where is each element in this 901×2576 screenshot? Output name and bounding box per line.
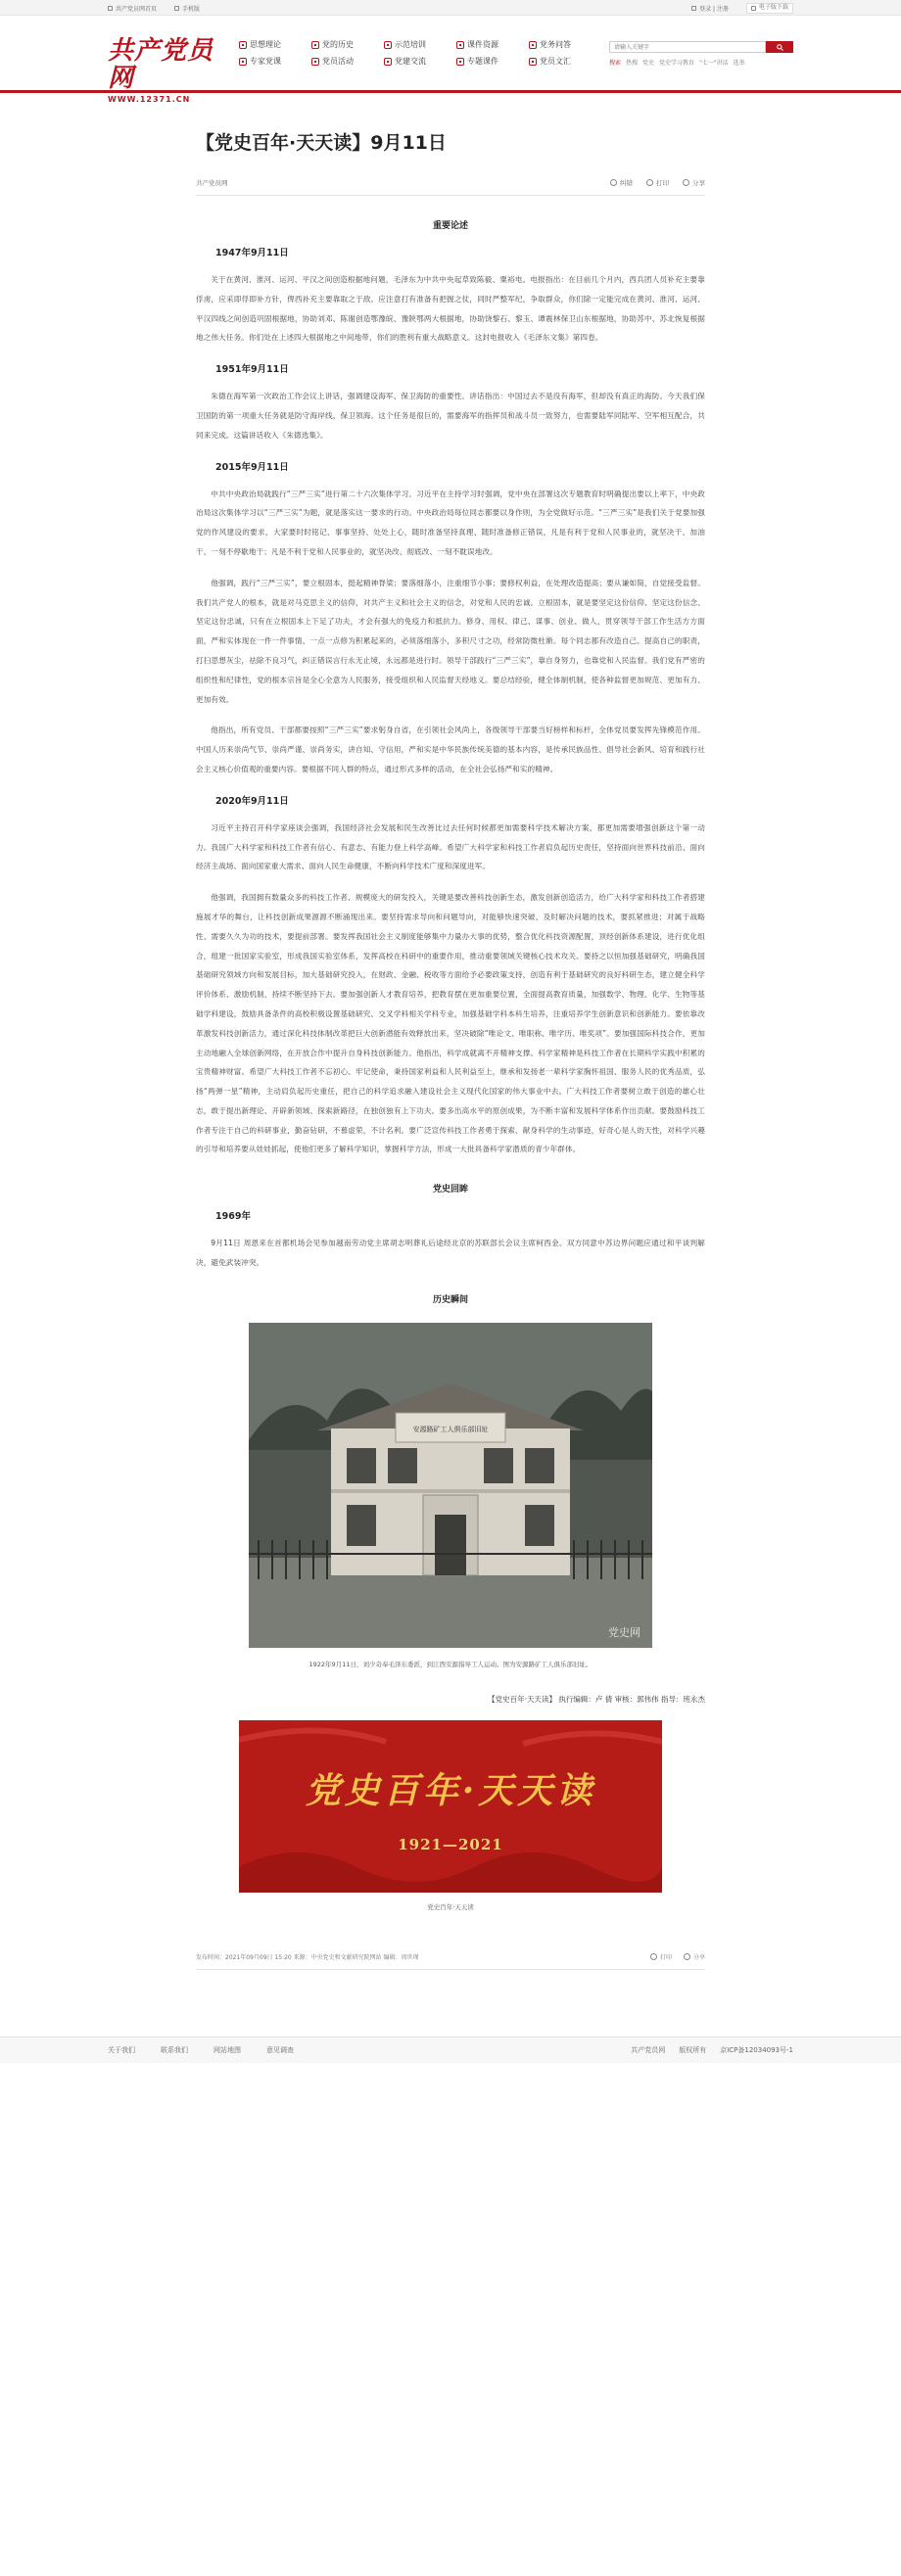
nav-bullet-icon — [529, 58, 537, 66]
banner-caption: 党史百年·天天读 — [427, 1902, 474, 1911]
editor-credits: 【党史百年·天天读】 执行编辑：卢 倩 审核：郭伟伟 指导：班永杰 — [488, 1694, 705, 1704]
nav-bullet-icon — [456, 41, 464, 49]
hot-link[interactable]: "七一"讲话 — [699, 60, 729, 67]
nav-bullet-icon — [311, 41, 319, 49]
nav-item[interactable] — [384, 56, 441, 67]
banner-years: 1921—2021 — [398, 1835, 503, 1853]
footer-link[interactable]: 关于我们 — [108, 2045, 135, 2054]
mobile-link[interactable] — [174, 4, 200, 13]
user-icon — [691, 6, 696, 11]
login-label[interactable]: 登录 | 注册 — [699, 5, 729, 13]
correct-button[interactable] — [610, 178, 633, 187]
nav-label: 党员活动 — [322, 57, 354, 66]
nav-label: 专家党课 — [250, 57, 281, 66]
print-button[interactable] — [650, 1952, 672, 1961]
nav-label: 课件资源 — [467, 40, 498, 49]
historical-photo — [249, 1323, 652, 1648]
footer-link[interactable]: 意见调查 — [266, 2045, 294, 2054]
paragraph: 他指出，所有党员、干部都要按照“三严三实”要求躬身自省，在引领社会风尚上，各级领导干部要当好榜样和标杆，全体党员要发挥先锋模范作用。中国人历来崇尚气节、崇尚严谨、崇尚务实，讲自知、守信用，严和实是中华民族传统美德的基本内容，是传承民族品性、倡导社会新风、培育和践行社会主义核心价值观的重要内容。要根据不同人群的特点，通过形式多样的活动，在全社会弘扬严和实的精神。 — [196, 726, 705, 773]
nav-item[interactable] — [311, 56, 368, 67]
download-label: 电子版下载 — [758, 4, 788, 11]
publish-info: 发布时间：2021年09月09日 15:20 来源：中央党史和文献研究院网站 编辑：周世瑾 — [196, 1953, 419, 1961]
logo-url: WWW.12371.CN — [108, 95, 191, 104]
tool-label: 打印 — [659, 1953, 672, 1961]
home-link-label[interactable]: 共产党员网首页 — [116, 5, 158, 13]
nav-bullet-icon — [384, 58, 392, 66]
nav-label: 党员文汇 — [540, 57, 571, 66]
top-utility-bar — [0, 0, 901, 16]
footer-copyright: 共产党员网 — [631, 2045, 666, 2054]
entry-date: 2020年9月11日 — [215, 795, 289, 807]
tool-label: 分享 — [692, 1953, 705, 1961]
main-nav — [239, 39, 586, 67]
share-button[interactable] — [683, 178, 705, 187]
nav-bullet-icon — [239, 41, 247, 49]
hot-link[interactable]: 热搜 — [626, 60, 639, 67]
site-header — [108, 16, 793, 104]
paragraph: 关于在黄河、淮河、运河、平汉之间创造根据地问题，毛泽东为中共中央起草致陈毅、粟裕电。电报指出：在目前几个月内，西兵团人员补充主要靠俘虏，应采即俘即补方针，俾西补充主要靠取之于敌。应注意打有准备有把握之仗，同时严整军纪，争取群众，你们除一定能完成在黄河、淮河、运河、平汉四线之间创造巩固根据地，协助刘邓、陈谢创造鄂豫皖、豫陕鄂两大根据地，协助饶黎石、黎玉、谭震林保卫山东根据地，协助苏中、苏北恢复根据地之伟大任务。你们处在上述四大根据地之中间地带，你们的胜利有重大战略意义。这封电报收入《毛泽东文集》第四卷。 — [196, 275, 705, 343]
print-icon — [650, 1953, 657, 1960]
page-title: 【党史百年·天天读】9月11日 — [196, 132, 447, 154]
paragraph: 习近平主持召开科学家座谈会强调，我国经济社会发展和民生改善比过去任何时候都更加需要科学技术解决方案，都更加需要增强创新这个第一动力。我国广大科学家和科技工作者有信心、有意志、有能力登上科学高峰。希望广大科学家和科技工作者肩负起历史责任，坚持面向世界科技前沿、面向经济主战场、面向国家重大需求、面向人民生命健康，不断向科学技术广度和深度进军。 — [196, 822, 705, 871]
site-logo[interactable] — [108, 37, 225, 104]
nav-item[interactable] — [239, 56, 296, 67]
footer-link[interactable]: 联系我们 — [161, 2045, 188, 2054]
nav-label: 党务问答 — [540, 40, 571, 49]
entry-date: 2015年9月11日 — [215, 461, 289, 473]
print-button[interactable] — [646, 178, 669, 187]
nav-label: 思想理论 — [250, 40, 281, 49]
home-icon — [108, 6, 113, 11]
watermark: 党史网 — [608, 1625, 640, 1639]
footer-icp[interactable]: 京ICP备12034093号-1 — [720, 2045, 793, 2054]
article-source: 共产党员网 — [196, 179, 228, 187]
entry-date: 1947年9月11日 — [215, 248, 289, 258]
share-icon — [683, 179, 689, 186]
paragraph: 他强调，践行“三严三实”，要立根固本，挺起精神脊梁；要落细落小，注重细节小事；要修权利益，在处理改造提高；要从谦如简，自觉接受监督。我们共产党人的根本，就是对马克思主义的信仰，对共产主义和社会主义的信念，对党和人民的忠诚。立根固本，就是要坚定这份信仰、坚定这份信念、坚定这份忠诚，只有在立根固本上下足了功夫，才会有强大的免疫力和抵抗力。修身、用权、律己、谋事、创业、做人，贯穿领导干部工作生活方方面面，严和实体现在一件一件事情、一点一点修为积累起来的，必须落细落小，多积尺寸之功，经常防微杜渐。每个同志都有改造自己、提高自己的职责，打扫思想灰尘，祛除不良习气，纠正错误言行永无止境，永远都是进行时。领导干部践行“三严三实”，靠自身努力，也靠党和人民监督。我们党有严密的组织性和纪律性，党的根本宗旨是全心全意为人民服务，接受组织和人民监督天经地义。要总结经验，健全体制机制，使各种监督更加规范、更加有力、更加有效。 — [196, 578, 705, 704]
section-heading: 重要论述 — [432, 221, 468, 231]
nav-bullet-icon — [384, 41, 392, 49]
banner-title: 党史百年·天天读 — [305, 1769, 596, 1811]
hot-link[interactable]: 选举 — [733, 60, 745, 67]
logo-text: 共产党员网 — [108, 36, 214, 93]
home-link[interactable] — [108, 4, 157, 13]
tool-label: 纠错 — [620, 179, 633, 187]
hot-link[interactable]: 党史 — [642, 60, 655, 67]
image-section-title: 历史瞬间 — [432, 1294, 468, 1305]
entry-date: 1951年9月11日 — [215, 364, 289, 376]
hot-label: 搜索 — [609, 60, 622, 67]
nav-bullet-icon — [456, 58, 464, 66]
nav-item[interactable] — [529, 39, 586, 50]
building-illustration — [249, 1323, 652, 1648]
paragraph: 朱德在海军第一次政治工作会议上讲话，强调建设海军、保卫海防的重要性。讲话指出：中国过去不是没有海军，但却没有真正的海防。今天我们保卫国防的第一项重大任务就是防守海岸线，保卫领海。这个任务是很巨的，需要海军的指挥员和战斗员一致努力，也需要陆军同陆军、空军相互配合，共同来完成。这篇讲话收入《朱德选集》。 — [196, 392, 705, 440]
paragraph: 他强调，我国拥有数量众多的科技工作者、规模庞大的研发投入，关键是要改善科技创新生态，激发创新创造活力，给广大科学家和科技工作者搭建施展才华的舞台，让科技创新成果源源不断涌现出来。要坚持需求导向和问题导向，对能够快速突破、及时解决问题的技术，要抓紧推进；对属于战略性、需要久久为功的技术，要提前部署。要发挥我国社会主义制度能够集中力量办大事的优势，整合优化科技资源配置，顶经创新体系建设，进行优化组合，组建一批国家实验室，形成我国实验室体系，发挥高校在科研中的重要作用，推动重要领域关键核心技术攻关。要持之以恒加强基础研究，明确我国基础研究领域方向和发展目标，加大基础研究投入，在财政、金融、税收等方面给予必要政策支持，创造有利于基础研究的良好科研生态，建立健全科学评价体系、激励机制，持续不断坚持下去。要加强创新人才教育培养，把教育摆在更加重要位置，全面提高教育质量，加强数学、物理、化学、生物等基础学科建设，鼓励具备条件的高校积极设置基础研究、交叉学科相关学科专业，加强基础学科本科生培养，注重培养学生创新意识和创新能力。要依靠改革激发科技创新活力，通过深化科技体制改革把巨大创新潜能有效释放出来，坚决破除“唯论文、唯职称、唯学历、唯奖项”。要加强国际科技合作，更加主动地融入全球创新网络，在开放合作中提升自身科技创新能力。他指出，科学成就离不开精神支撑。科学家精神是科技工作者在长期科学实践中积累的宝贵精神财富。希望广大科技工作者不忘初心、牢记使命，秉持国家利益和人民利益至上，继承和发扬老一辈科学家胸怀祖国、服务人民的优秀品质，弘扬“两弹一星”精神，主动肩负起历史重任，把自己的科学追求融入建设社会主义现代化国家的伟大事业中去。广大科技工作者要树立敢于创造的雄心壮志，敢于提出新理论、开辟新领域、探索新路径，在独创独有上下功夫。要多出高水平的原创成果，为不断丰富和发展科学体系作出贡献。要鼓励科技工作者专注于自己的科研事业，勤奋钻研，不慕虚荣，不计名利。要广泛宣传科技工作者勇于探索、献身科学的生动事迹，好奇心是人的天性，对科学兴趣的引导和培养要从娃娃抓起，使他们更多了解科学知识，掌握科学方法，形成一大批具备科学家潜质的青少年群体。 — [196, 893, 705, 1154]
series-banner — [239, 1720, 662, 1893]
nav-item[interactable] — [456, 39, 513, 50]
nav-label: 党的历史 — [322, 40, 354, 49]
tool-label: 打印 — [656, 179, 669, 187]
print-icon — [646, 179, 653, 186]
nav-item[interactable] — [456, 56, 513, 67]
download-icon — [751, 6, 756, 11]
hot-link[interactable]: 党史学习教育 — [659, 60, 695, 67]
edit-icon — [610, 179, 617, 186]
article-footer-meta — [196, 1952, 705, 1970]
nav-label: 示范培训 — [395, 40, 426, 49]
building-plaque: 安源路矿工人俱乐部旧址 — [412, 1425, 489, 1433]
mobile-icon — [174, 6, 179, 11]
nav-item[interactable] — [311, 39, 368, 50]
paragraph: 9月11日 周恩来在首都机场会见参加越南劳动党主席胡志明葬礼后途经北京的苏联部长会议主席柯西金。双方同意中苏边界问题应通过和平谈判解决，避免武装冲突。 — [196, 1239, 705, 1268]
nav-label: 专题课件 — [467, 57, 498, 66]
nav-bullet-icon — [239, 58, 247, 66]
search-area — [609, 41, 793, 67]
footer-link[interactable]: 网站地图 — [213, 2045, 241, 2054]
paragraph: 中共中央政治局就践行“三严三实”进行第二十六次集体学习。习近平在主持学习时强调，党中央在部署这次专题教育时明确提出要以上率下，中央政治局这次集体学习以“三严三实”为题，就是落实这一要求的行动。中央政治局每位同志都要以身作则，为全党做好示范。“三严三实”是我们关于党要加强党的作风建设的要求，大家要时时铭记、事事坚持、处处上心，随时准备坚持真理、随时准备修正错误，凡是有利于党和人民事业的，就坚决干、加油干、一刻不停歇地干；凡是不利于党和人民事业的，就坚决改、彻底改、一刻不耽误地改。 — [196, 489, 705, 556]
share-button[interactable] — [684, 1952, 705, 1961]
article-meta — [196, 178, 705, 196]
mobile-link-label[interactable]: 手机版 — [182, 5, 201, 13]
search-input[interactable] — [609, 41, 766, 53]
search-button[interactable] — [766, 41, 793, 53]
nav-bullet-icon — [529, 41, 537, 49]
nav-item[interactable] — [239, 39, 296, 50]
site-footer — [0, 2037, 901, 2063]
nav-item[interactable] — [384, 39, 441, 50]
download-button[interactable] — [746, 3, 793, 14]
login-link[interactable] — [691, 4, 729, 13]
tool-label: 分享 — [692, 179, 705, 187]
entry-date: 1969年 — [215, 1211, 251, 1223]
footer-rights: 版权所有 — [679, 2045, 707, 2054]
search-icon — [777, 44, 783, 51]
nav-item[interactable] — [529, 56, 586, 67]
hot-searches — [609, 58, 793, 67]
photo-caption: 1922年9月11日，刘少奇奉毛泽东委派，到江西安源指导工人运动。图为安源路矿工人俱乐部旧址。 — [308, 1660, 593, 1668]
article — [196, 131, 705, 1970]
section-heading: 党史回眸 — [432, 1185, 468, 1195]
nav-label: 党建交流 — [395, 57, 426, 66]
nav-bullet-icon — [311, 58, 319, 66]
share-icon — [684, 1953, 690, 1960]
